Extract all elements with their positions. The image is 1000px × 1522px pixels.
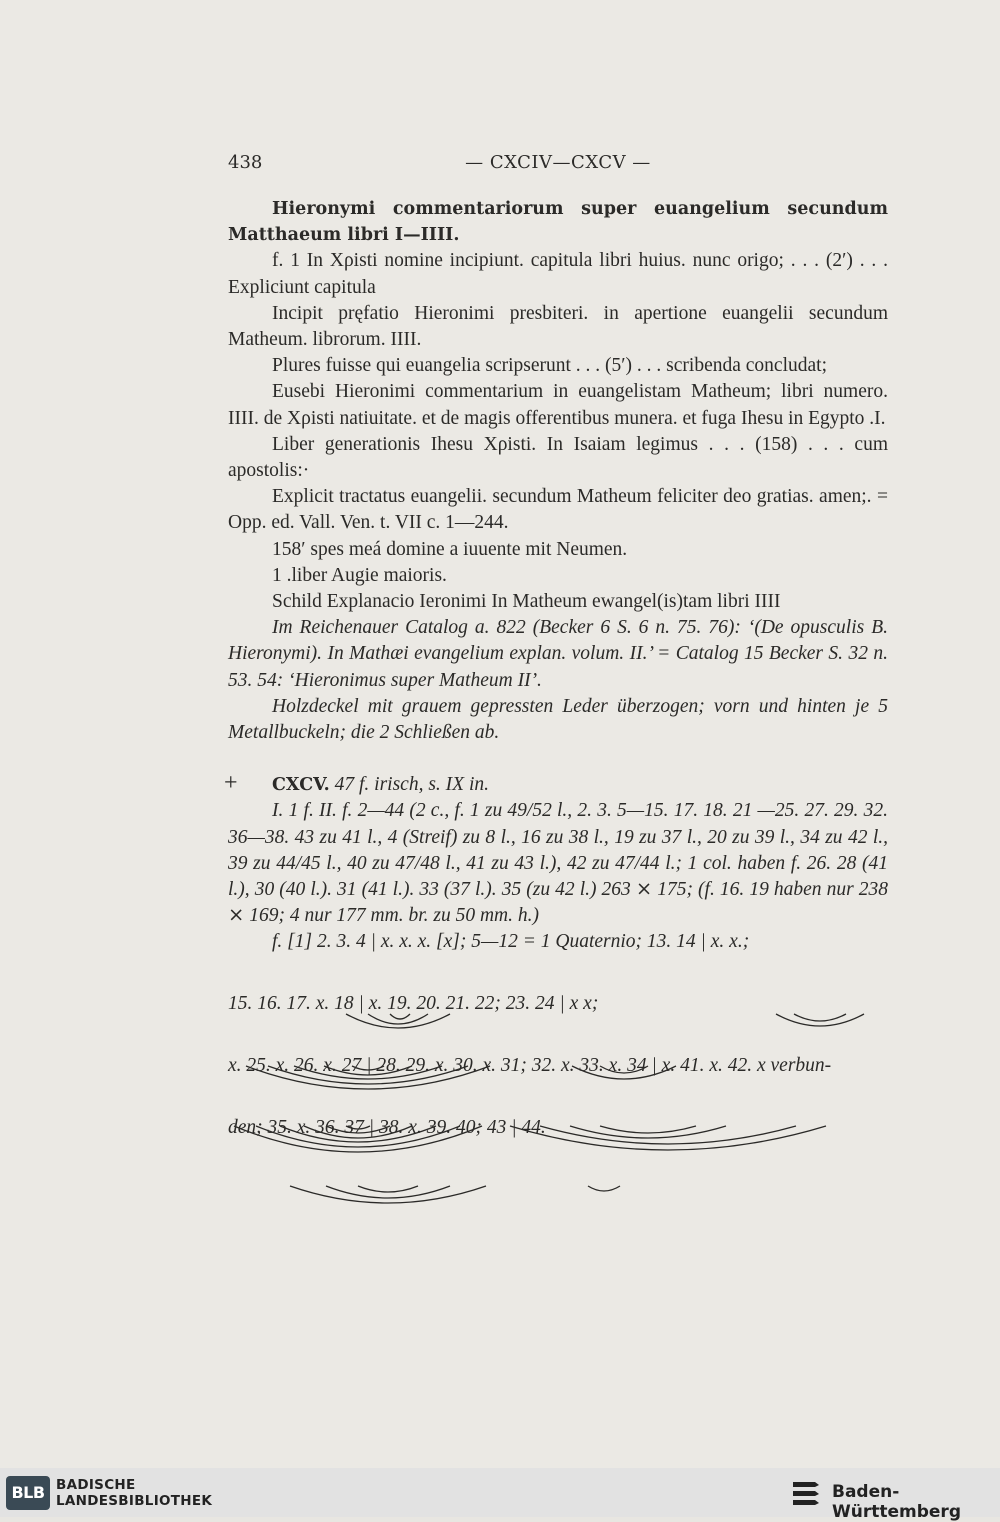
cxciv-paragraph: Schild Explanacio Ieronimi In Matheum ewangel(is)tam libri IIII: [272, 591, 781, 613]
cxciv-paragraph: 1 .liber Augie maioris.: [272, 564, 447, 586]
cxciv-paragraph: Explicit tractatus euangelii. secundum Matheum feliciter deo gratias. amen;. = Opp. ed. Vall. Ven. t. VII c. 1—244.: [228, 486, 888, 534]
blb-logo[interactable]: BLB: [6, 1476, 50, 1510]
state-name[interactable]: Baden-Württemberg: [832, 1482, 961, 1522]
library-name-line: LANDESBIBLIOTHEK: [56, 1493, 213, 1509]
cxciv-paragraph: 158′ spes meá domine a iuuente mit Neumen.: [272, 538, 628, 560]
cxcv-head-rest: 47 f. irisch, s. IX in.: [329, 774, 489, 796]
library-name: [56, 1477, 212, 1509]
page-header: [228, 152, 888, 182]
page-body: [224, 196, 888, 1141]
quire-arcs-3: [228, 1122, 888, 1172]
cxciv-paragraph: Im Reichenauer Catalog a. 822 (Becker 6 S. 6 n. 75. 76): ‘(De opusculis B. Hieronymi). In Mathæi evangelium explan. volum. II.’ = Catalog 15 Becker S. 32 n. 53. 54: ‘Hieronimus super Matheum II’.: [228, 617, 888, 691]
cxcv-number: CXCV.: [272, 775, 330, 796]
quire-line: x. 25. x. 26. x. 27 | 28. 29. x. 30. x. 31; 32. x. 33. x. 34 | x. 41. x. 42. x verbun-: [228, 1055, 832, 1077]
cxciv-paragraph: Holzdeckel mit grauem gepressten Leder überzogen; vorn und hinten je 5 Metallbuckeln; die 2 Schließen ab.: [228, 695, 888, 744]
library-name-line: BADISCHE: [56, 1477, 136, 1493]
state-lions-icon: [790, 1478, 822, 1508]
quire-arcs-1: [228, 1010, 888, 1050]
quire-line: den; 35. x. 36. 37 | 38. x. 39. 40; 43 | 44.: [228, 1117, 546, 1139]
margin-cross-mark: +: [224, 770, 238, 797]
library-footer: [0, 1468, 1000, 1522]
cxciv-title: Hieronymi commentariorum super euangelium secundum Matthaeum libri I—IIII.: [228, 199, 888, 246]
page-number: 438: [228, 152, 263, 173]
cxcv-heading: [224, 770, 888, 798]
quire-arcs-4: [228, 1182, 888, 1222]
cxciv-paragraph: Plures fuisse qui euangelia scripserunt . . . (5′) . . . scribenda concludat;: [272, 355, 827, 377]
cxciv-paragraph: f. 1 In Xρisti nomine incipiunt. capitula libri huius. nunc origo; . . . (2′) . . . Expliciunt capitula: [228, 250, 888, 298]
cxciv-paragraph: Incipit pręfatio Hieronimi presbiteri. in apertione euangelii secundum Matheum. librorum. IIII.: [228, 302, 888, 351]
quire-line: f. [1] 2. 3. 4 | x. x. x. [x]; 5—12 = 1 Quaternio; 13. 14 | x. x.;: [272, 931, 750, 953]
cxciv-paragraph: Eusebi Hieronimi commentarium in euangelistam Matheum; libri numero. IIII. de Xρisti natiuitate. et de magis offerentibus munera. et fuga Ihesu in Egypto .I.: [228, 381, 888, 429]
running-head: — CXCIV—CXCV —: [465, 152, 651, 173]
cxcv-paragraph: I. 1 f. II. f. 2—44 (2 c., f. 1 zu 49/52 l., 2. 3. 5—15. 17. 18. 21 —25. 27. 29. 32. 36—38. 43 zu 41 l., 4 (Streif) zu 8 l., 16 zu 38 l., 19 zu 37 l., 20 zu 39 l., 34 zu 42 l., 39 zu 44/45 l., 40 zu 47/48 l., 41 zu 43 l.), 42 zu 47/44 l.; 1 col. haben f. 26. 28 (41 l.), 30 (40 l.). 31 (41 l.). 33 (37 l.). 35 (zu 42 l.) 263 ⨯ 175; (f. 16. 19 haben nur 238 ⨯ 169; 4 nur 177 mm. br. zu 50 mm. h.): [228, 800, 888, 927]
cxciv-paragraph: Liber generationis Ihesu Xρisti. In Isaiam legimus . . . (158) . . . cum apostolis:·: [228, 433, 888, 482]
quire-arcs-2: [228, 1062, 888, 1108]
quire-line: 15. 16. 17. x. 18 | x. 19. 20. 21. 22; 23. 24 | x x;: [228, 993, 599, 1015]
